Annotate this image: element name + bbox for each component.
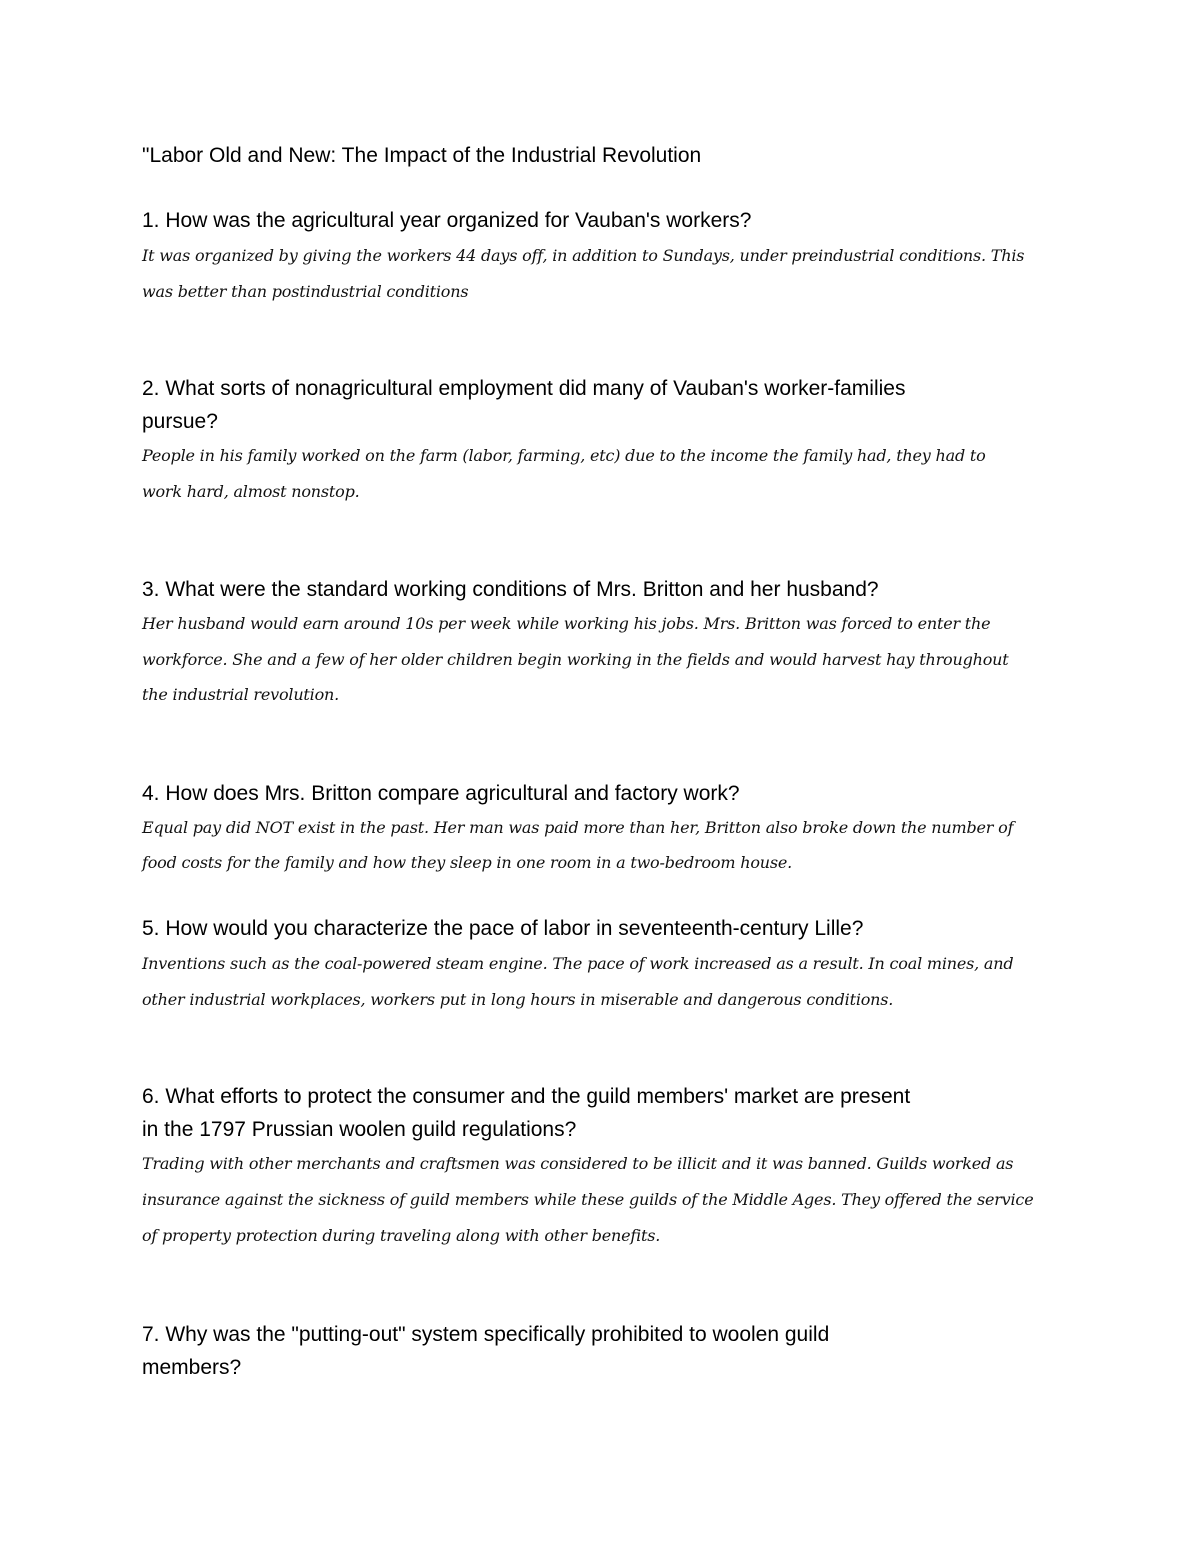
question-4: 4. How does Mrs. Britton compare agricultural and factory work? [142, 782, 740, 805]
answer-5-line-2: other industrial workplaces, workers put in long hours in miserable and dangerous conditions. [142, 990, 894, 1009]
question-7-line-2: members? [142, 1356, 242, 1379]
answer-2-line-2: work hard, almost nonstop. [142, 482, 360, 501]
answer-4-line-2: food costs for the family and how they sleep in one room in a two-bedroom house. [142, 853, 793, 872]
answer-1-line-1: It was organized by giving the workers 44 days off, in addition to Sundays, under preindustrial conditions. This [142, 246, 1025, 265]
question-5: 5. How would you characterize the pace of labor in seventeenth-century Lille? [142, 917, 864, 940]
answer-4-line-1: Equal pay did NOT exist in the past. Her man was paid more than her, Britton also broke down the number of [142, 818, 1014, 837]
answer-6-line-1: Trading with other merchants and craftsmen was considered to be illicit and it was banned. Guilds worked as [142, 1154, 1014, 1173]
answer-5-line-1: Inventions such as the coal-powered steam engine. The pace of work increased as a result. In coal mines, and [142, 954, 1014, 973]
question-2-line-1: 2. What sorts of nonagricultural employment did many of Vauban's worker-families [142, 377, 906, 400]
answer-6-line-3: of property protection during traveling along with other benefits. [142, 1226, 661, 1245]
question-1: 1. How was the agricultural year organized for Vauban's workers? [142, 209, 752, 232]
answer-3-line-1: Her husband would earn around 10s per week while working his jobs. Mrs. Britton was forced to enter the [142, 614, 991, 633]
answer-2-line-1: People in his family worked on the farm (labor, farming, etc) due to the income the family had, they had to [142, 446, 986, 465]
question-7-line-1: 7. Why was the "putting-out" system specifically prohibited to woolen guild [142, 1323, 830, 1346]
question-3: 3. What were the standard working conditions of Mrs. Britton and her husband? [142, 578, 879, 601]
question-6-line-2: in the 1797 Prussian woolen guild regulations? [142, 1118, 577, 1141]
question-6-line-1: 6. What efforts to protect the consumer and the guild members' market are present [142, 1085, 911, 1108]
answer-3-line-2: workforce. She and a few of her older children begin working in the fields and would harvest hay throughout [142, 650, 1009, 669]
question-2-line-2: pursue? [142, 410, 218, 433]
document-title: "Labor Old and New: The Impact of the Industrial Revolution [142, 144, 702, 167]
answer-1-line-2: was better than postindustrial conditions [142, 282, 469, 301]
answer-3-line-3: the industrial revolution. [142, 685, 339, 704]
answer-6-line-2: insurance against the sickness of guild members while these guilds of the Middle Ages. They offered the service [142, 1190, 1034, 1209]
